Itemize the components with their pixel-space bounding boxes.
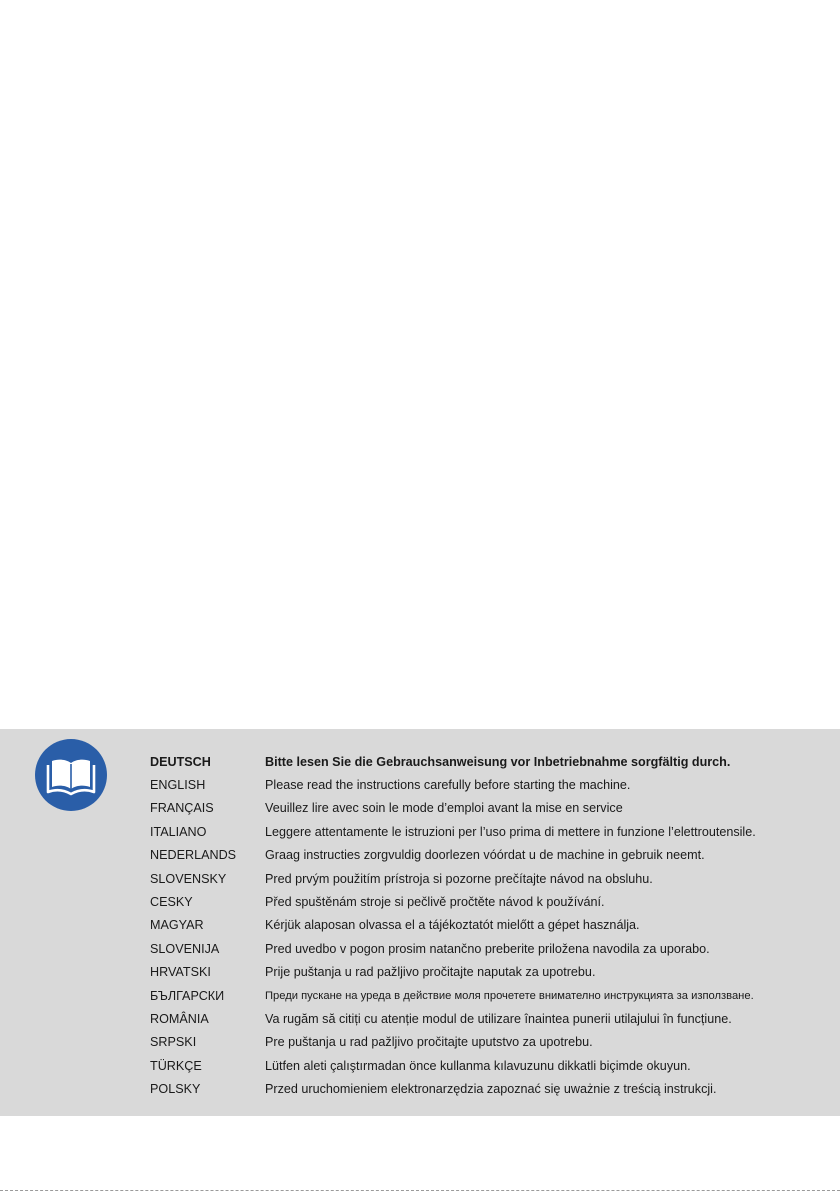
language-label: HRVATSKI [150, 965, 211, 980]
language-label: MAGYAR [150, 918, 204, 933]
instruction-row [150, 773, 830, 796]
instruction-text: Przed uruchomieniem elektronarzędzia zapoznać się uważnie z treścią instrukcji. [265, 1082, 717, 1097]
language-label: DEUTSCH [150, 754, 211, 769]
instruction-row [150, 984, 830, 1007]
language-label: SRPSKI [150, 1035, 197, 1050]
instruction-row [150, 844, 830, 867]
instruction-list [150, 750, 830, 1101]
language-label: FRANÇAIS [150, 801, 214, 816]
instruction-row [150, 1031, 830, 1054]
language-label: ROMÂNIA [150, 1011, 209, 1026]
instruction-text: Pred uvedbo v pogon prosim natančno preberite priložena navodila za uporabo. [265, 941, 710, 956]
instruction-text: Veuillez lire avec soin le mode d’emploi avant la mise en service [265, 801, 623, 816]
instruction-text: Před spuštěnám stroje si pečlivě pročtěte návod k používání. [265, 895, 605, 910]
instruction-row [150, 890, 830, 913]
instruction-row [150, 961, 830, 984]
instruction-row [150, 797, 830, 820]
language-label: БЪЛГАРСКИ [150, 988, 225, 1003]
instruction-row [150, 1054, 830, 1077]
language-label: POLSKY [150, 1082, 201, 1097]
language-label: CESKY [150, 895, 193, 910]
crop-line [0, 1190, 840, 1191]
instruction-row [150, 750, 830, 773]
instruction-text: Graag instructies zorgvuldig doorlezen vóórdat u de machine in gebruik neemt. [265, 848, 705, 863]
instruction-row [150, 937, 830, 960]
language-label: TÜRKÇE [150, 1058, 202, 1073]
instruction-text: Pred prvým použitím prístroja si pozorne prečítajte návod na obsluhu. [265, 871, 653, 886]
instruction-row [150, 914, 830, 937]
instruction-text: Va rugăm să citiți cu atenție modul de utilizare înaintea punerii utilajului în funcțiune. [265, 1011, 732, 1026]
instruction-row [150, 867, 830, 890]
read-manual-book-icon [35, 739, 107, 811]
language-label: SLOVENSKY [150, 871, 227, 886]
instruction-text: Bitte lesen Sie die Gebrauchsanweisung vor Inbetriebnahme sorgfältig durch. [265, 754, 731, 769]
instruction-row [150, 1007, 830, 1030]
instruction-text: Kérjük alaposan olvassa el a tájékoztatót mielőtt a gépet használja. [265, 918, 640, 933]
instruction-text: Pre puštanja u rad pažljivo pročitajte uputstvo za upotrebu. [265, 1035, 593, 1050]
language-label: ITALIANO [150, 824, 207, 839]
language-label: ENGLISH [150, 778, 206, 793]
instruction-text: Lütfen aleti çalıştırmadan önce kullanma kılavuzunu dikkatli biçimde okuyun. [265, 1058, 691, 1073]
instruction-row [150, 1077, 830, 1100]
instruction-text: Преди пускане на уреда в действие моля прочетете внимателно инструкцията за използване. [265, 989, 754, 1002]
language-label: NEDERLANDS [150, 848, 237, 863]
language-label: SLOVENIJA [150, 941, 220, 956]
instruction-text: Leggere attentamente le istruzioni per l’uso prima di mettere in funzione l’elettroutensile. [265, 824, 756, 839]
instruction-text: Please read the instructions carefully before starting the machine. [265, 778, 631, 793]
instruction-text: Prije puštanja u rad pažljivo pročitajte naputak za upotrebu. [265, 965, 596, 980]
instruction-row [150, 820, 830, 843]
